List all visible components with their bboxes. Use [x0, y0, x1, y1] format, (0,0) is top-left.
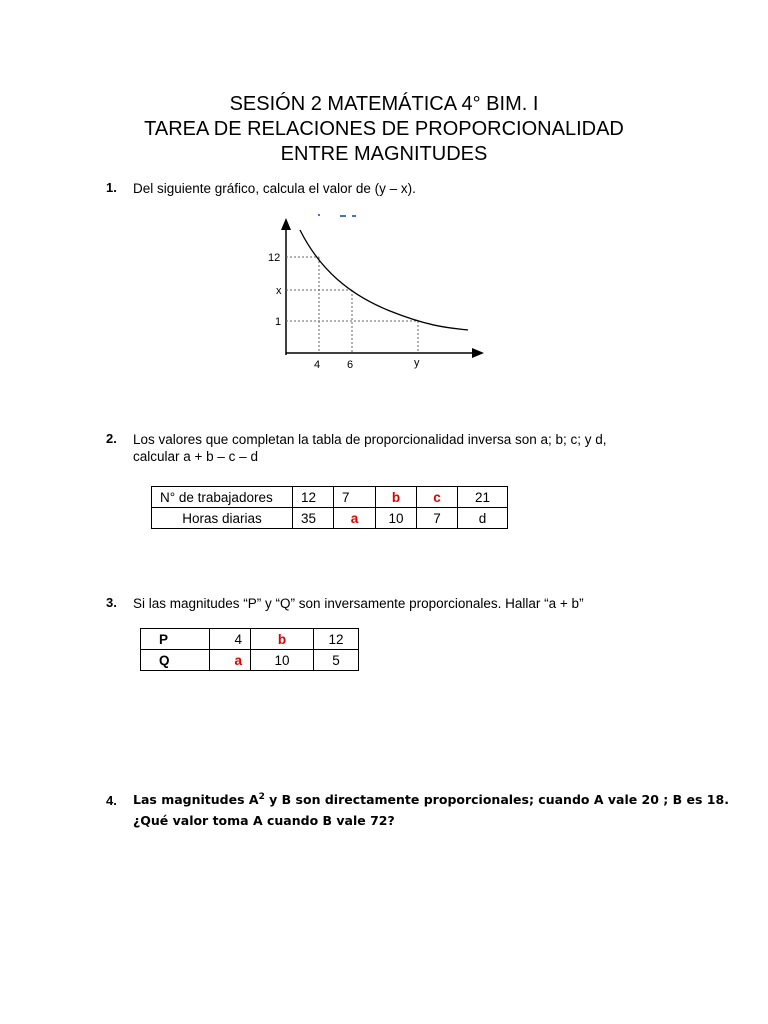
question-1-text: Del siguiente gráfico, calcula el valor de (y – x).: [133, 181, 416, 196]
table-cell: d: [458, 508, 508, 529]
question-4-line-2: ¿Qué valor toma A cuando B vale 72?: [133, 813, 395, 828]
table-cell: 21: [458, 487, 508, 508]
title-line-2: TAREA DE RELACIONES DE PROPORCIONALIDAD: [144, 118, 624, 140]
table-cell: 7: [417, 508, 458, 529]
table-cell: 12: [293, 487, 334, 508]
question-4-line-1-end: y B son directamente proporcionales; cuando A vale 20 ; B es 18.: [264, 792, 729, 807]
guide-lines: [286, 257, 418, 353]
table-cell: Horas diarias: [152, 508, 293, 529]
workers-hours-table: [151, 486, 508, 529]
question-2-line-2: calcular a + b – c – d: [133, 449, 258, 464]
inverse-proportion-graph: [250, 210, 510, 380]
table-cell: Q: [141, 650, 210, 671]
superscript-2: 2: [258, 791, 265, 802]
table-cell: 10: [251, 650, 314, 671]
question-3-number: 3.: [106, 595, 117, 610]
table-cell: 7: [334, 487, 376, 508]
x-label-y: y: [414, 357, 420, 369]
p-q-table: [140, 628, 359, 671]
table-cell: N° de trabajadores: [152, 487, 293, 508]
question-1-number: 1.: [106, 180, 117, 195]
y-label-x: x: [276, 285, 282, 297]
y-label-1: 1: [275, 316, 282, 328]
y-axis-arrow: [281, 218, 291, 230]
table-cell: 10: [376, 508, 417, 529]
question-4-line-1-start: Las magnitudes A: [133, 792, 259, 807]
table-row: [141, 650, 359, 671]
x-axis-arrow: [472, 348, 484, 358]
x-label-4: 4: [314, 359, 321, 371]
y-label-12: 12: [268, 252, 281, 264]
table-cell: 4: [210, 629, 251, 650]
question-4-number: 4.: [106, 793, 117, 808]
title-line-3: ENTRE MAGNITUDES: [280, 143, 488, 165]
table-cell: a: [334, 508, 376, 529]
table-cell: c: [417, 487, 458, 508]
question-2-line-1: Los valores que completan la tabla de proporcionalidad inversa son a; b; c; y d,: [133, 432, 607, 447]
title-line-1: SESIÓN 2 MATEMÁTICA 4° BIM. I: [229, 93, 539, 115]
table-cell: 5: [314, 650, 359, 671]
x-label-6: 6: [347, 359, 354, 371]
question-2-number: 2.: [106, 431, 117, 446]
table-row: [152, 508, 508, 529]
table-cell: 12: [314, 629, 359, 650]
table-cell: a: [210, 650, 251, 671]
question-3-text: Si las magnitudes “P” y “Q” son inversamente proporcionales. Hallar “a + b”: [133, 596, 584, 611]
table-cell: 35: [293, 508, 334, 529]
table-row: [152, 487, 508, 508]
table-cell: P: [141, 629, 210, 650]
inverse-curve: [300, 230, 468, 330]
table-cell: b: [251, 629, 314, 650]
table-row: [141, 629, 359, 650]
question-4-line-1: [133, 789, 729, 810]
table-cell: b: [376, 487, 417, 508]
